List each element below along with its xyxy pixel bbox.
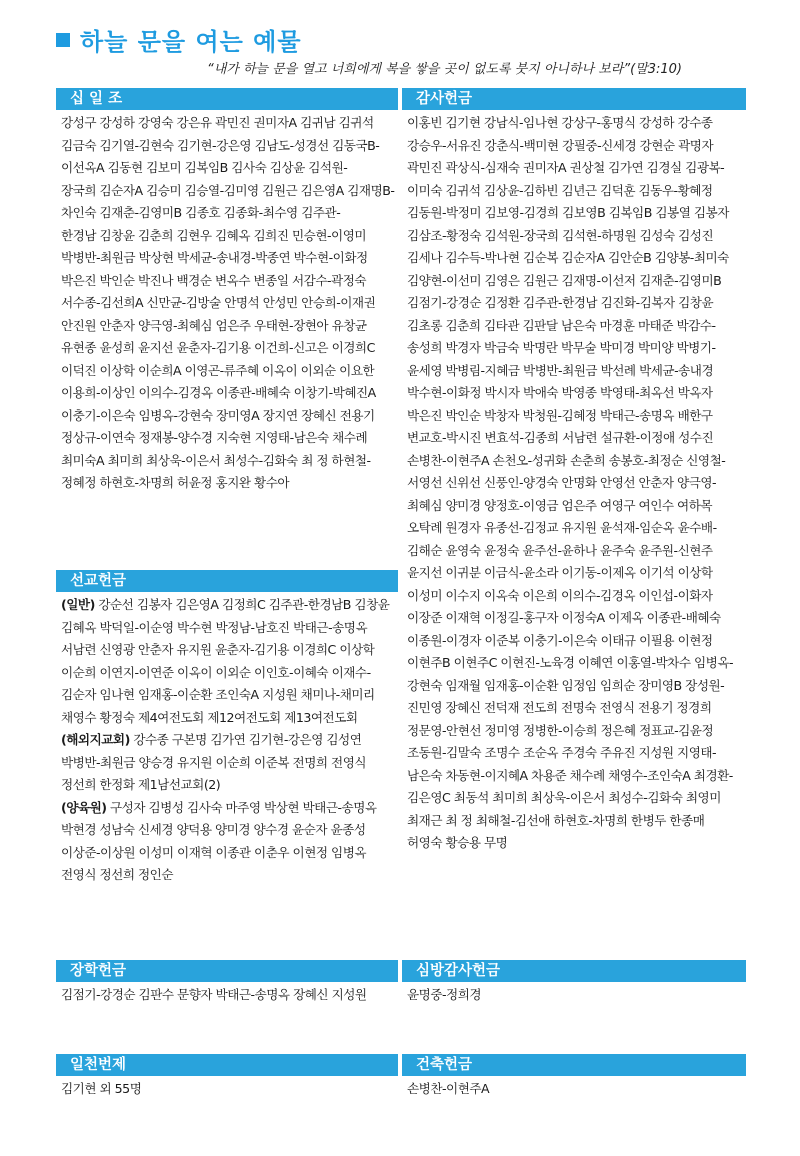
visitation-section bbox=[402, 960, 746, 1007]
list-line bbox=[61, 819, 398, 842]
list-line: 이선옥A 김동현 김보미 김복임B 김사숙 김상윤 김석원- bbox=[61, 160, 348, 175]
list-line: 김세나 김수득-박나현 김순복 김순자A 김안순B 김양봉-최미숙 bbox=[407, 250, 729, 265]
list-line: 서영선 신위선 신풍인-양경숙 안명화 안영선 안춘자 양극영- bbox=[407, 475, 717, 490]
list-line: 송성희 박경자 박금숙 박명란 박무술 박미경 박미양 박병기- bbox=[407, 340, 716, 355]
list-line-text: 강수종 구본명 김가연 김기현-강은영 김성연 bbox=[129, 732, 362, 747]
list-line: 윤명중-정희경 bbox=[407, 987, 482, 1002]
list-line: 정상규-이연숙 정재봉-양수경 지숙현 지영태-남은숙 채수례 bbox=[61, 430, 368, 445]
list-line bbox=[61, 842, 398, 865]
list-line: 이성미 이수지 이옥숙 이은희 이의수-김경옥 이인섭-이화자 bbox=[407, 587, 713, 603]
bible-verse: “내가 하늘 문을 열고 너희에게 복을 쌓을 곳이 없도록 붓지 아니하나 보라”(말3:10) bbox=[206, 62, 682, 77]
list-line: 최미숙A 최미희 최상욱-이은서 최성수-김화숙 최 정 하현철- bbox=[61, 452, 371, 468]
list-line-text: 서남련 신영광 안춘자 유지원 윤춘자-김기용 이경희C 이상학 bbox=[61, 642, 375, 657]
list-line: 김동원-박정미 김보영-김경희 김보영B 김복임B 김봉열 김봉자 bbox=[407, 205, 729, 220]
list-line: 유현종 윤성희 윤지선 윤춘자-김기용 이건희-신고은 이경희C bbox=[61, 340, 375, 355]
square-bullet-icon bbox=[56, 33, 70, 47]
list-line: 오탁례 원경자 유종선-김정교 유지원 윤석재-임순옥 윤수배- bbox=[407, 520, 717, 535]
list-line: 손병찬-이현주A bbox=[407, 1081, 490, 1096]
list-line: 이용희-이상인 이의수-김경옥 이종관-배혜숙 이창기-박혜진A bbox=[61, 385, 376, 400]
mission-category-label: (해외지교회) bbox=[61, 732, 130, 747]
list-line: 장국희 김순자A 김승미 김승열-김미영 김원근 김은영A 김재명B- bbox=[61, 182, 395, 198]
thanks-list bbox=[402, 112, 746, 855]
list-line: 박수현-이화정 박시자 박애숙 박영종 박영태-최옥선 박옥자 bbox=[407, 385, 713, 400]
scholarship-header: 장학헌금 bbox=[56, 960, 398, 982]
list-line-text: 정선희 한정화 제1남선교회(2) bbox=[61, 777, 221, 792]
list-line bbox=[61, 864, 398, 887]
list-line: 허영숙 황승용 무명 bbox=[407, 835, 508, 850]
building-section bbox=[402, 1054, 746, 1101]
list-line: 김점기-강경순 김정환 김주관-한경남 김진화-김복자 김창윤 bbox=[407, 295, 714, 310]
list-line: 안진원 안춘자 양극영-최혜심 엄은주 우태현-장현아 유창균 bbox=[61, 317, 367, 333]
tithe-header: 십 일 조 bbox=[56, 88, 398, 110]
list-line: 이충기-이은숙 임병옥-강현숙 장미영A 장지연 장혜신 전용기 bbox=[61, 407, 375, 423]
list-line: 이종원-이경자 이준복 이충기-이은숙 이태규 이필용 이현정 bbox=[407, 632, 713, 648]
page-title: 하늘 문을 여는 예물 bbox=[80, 28, 302, 56]
list-line bbox=[61, 594, 398, 617]
list-line: 최재근 최 정 최해철-김선애 하현호-차명희 한병두 한종매 bbox=[407, 812, 705, 828]
list-line: 정혜정 하현호-차명희 허윤정 홍지완 황수아 bbox=[61, 475, 290, 490]
list-line: 한경남 김창윤 김춘희 김현우 김혜옥 김희진 민승현-이영미 bbox=[61, 227, 367, 243]
list-line: 강현숙 임재월 임재홍-이순환 임정임 임희순 장미영B 장성원- bbox=[407, 677, 725, 693]
list-line bbox=[61, 729, 398, 752]
list-line: 이홍빈 김기현 강남식-임나현 강상구-홍명식 강성하 강수종 bbox=[407, 115, 713, 130]
list-line-text: 강순선 김봉자 김은영A 김정희C 김주관-한경남B 김창윤 bbox=[94, 597, 390, 612]
list-line bbox=[61, 662, 398, 685]
tithe-section bbox=[56, 88, 398, 495]
thanks-section bbox=[402, 88, 746, 855]
building-header: 건축헌금 bbox=[402, 1054, 746, 1076]
mission-category-label: (양육원) bbox=[61, 799, 107, 815]
list-line: 이현주B 이현주C 이현진-노육경 이혜연 이홍열-박차수 임병옥- bbox=[407, 655, 734, 670]
mission-section bbox=[56, 570, 398, 887]
list-line: 김삼조-황정숙 김석원-장국희 김석현-하명원 김성숙 김성진 bbox=[407, 227, 714, 243]
one-thousand-header: 일천번제 bbox=[56, 1054, 398, 1076]
list-line bbox=[61, 617, 398, 640]
list-line: 변교호-박시진 변효석-김종희 서남련 설규환-이정애 성수진 bbox=[407, 430, 714, 445]
list-line: 차인숙 김재춘-김영미B 김종호 김종화-최수영 김주관- bbox=[61, 205, 341, 220]
list-line: 남은숙 차동현-이지혜A 차용준 채수례 채영수-조인숙A 최경환- bbox=[407, 767, 733, 783]
list-line: 김은영C 최동석 최미희 최상욱-이은서 최성수-김화숙 최영미 bbox=[407, 790, 721, 805]
list-line bbox=[61, 797, 398, 820]
list-line: 김기현 외 55명 bbox=[61, 1081, 142, 1096]
one-thousand-section bbox=[56, 1054, 398, 1101]
list-line-text: 구성자 김병성 김사숙 마주영 박상현 박태근-송명옥 bbox=[106, 799, 377, 815]
list-line-text: 채영수 황정숙 제4여전도회 제12여전도회 제13여전도회 bbox=[61, 709, 358, 725]
list-line-text: 김혜옥 박덕일-이순영 박수현 박정남-남호진 박태근-송명옥 bbox=[61, 619, 368, 635]
list-line bbox=[61, 774, 398, 797]
list-line: 강성구 강성하 강영숙 강은유 곽민진 권미자A 김귀남 김귀석 bbox=[61, 115, 374, 130]
scholarship-list bbox=[56, 984, 398, 1007]
list-line-text: 이순희 이연지-이연준 이옥이 이외순 이인호-이혜숙 이재수- bbox=[61, 664, 371, 680]
list-line: 김초롱 김춘희 김타관 김판달 남은숙 마경훈 마태준 박감수- bbox=[407, 317, 716, 333]
list-line: 손병찬-이현주A 손천오-성귀화 손춘희 송봉호-최정순 신영철- bbox=[407, 452, 726, 468]
scholarship-section bbox=[56, 960, 398, 1007]
list-line-text: 전영식 정선희 정인순 bbox=[61, 867, 173, 882]
list-line: 최혜심 양미경 양정호-이영금 엄은주 여영구 여인수 여하목 bbox=[407, 497, 713, 513]
visitation-list bbox=[402, 984, 746, 1007]
mission-header: 선교헌금 bbox=[56, 570, 398, 592]
one-thousand-list bbox=[56, 1078, 398, 1101]
list-line-text: 김순자 임나현 임재홍-이순환 조인숙A 지성원 채미나-채미리 bbox=[61, 687, 375, 702]
list-line: 윤지선 이귀분 이금식-윤소라 이기동-이제옥 이기석 이상학 bbox=[407, 565, 713, 580]
list-line: 이덕진 이상학 이순희A 이영곤-류주혜 이옥이 이외순 이요한 bbox=[61, 362, 375, 378]
list-line: 김양현-이선미 김영은 김원근 김재명-이선저 김재춘-김영미B bbox=[407, 272, 722, 288]
list-line-text: 박병반-최원금 양승경 유지원 이순희 이준복 전명희 전영식 bbox=[61, 754, 367, 770]
mission-category-label: (일반) bbox=[61, 597, 95, 612]
tithe-list bbox=[56, 112, 398, 495]
list-line: 박은진 박인순 박진나 백경순 변옥수 변종일 서감수-곽정숙 bbox=[61, 272, 367, 288]
list-line bbox=[61, 684, 398, 707]
list-line: 김해순 윤영숙 윤정숙 윤주선-윤하나 윤주숙 윤주원-신현주 bbox=[407, 542, 713, 558]
list-line: 곽민진 곽상식-심재숙 권미자A 권상철 김가연 김경실 김광복- bbox=[407, 160, 725, 175]
list-line: 이장준 이재혁 이정길-홍구자 이정숙A 이제옥 이종관-배혜숙 bbox=[407, 610, 721, 625]
list-line: 박병반-최원금 박상현 박세균-송내경-박종연 박수현-이화정 bbox=[61, 250, 368, 265]
list-line: 진민영 장혜신 전덕재 전도희 전명숙 전영식 전용기 정경희 bbox=[407, 700, 712, 715]
thanks-header: 감사헌금 bbox=[402, 88, 746, 110]
list-line: 강승우-서유진 강춘식-백미현 강필중-신세경 강현순 곽명자 bbox=[407, 137, 714, 153]
list-line bbox=[61, 639, 398, 662]
list-line-text: 이상준-이상원 이성미 이재혁 이종관 이춘우 이현정 임병옥 bbox=[61, 844, 367, 860]
list-line-text: 박현경 성남숙 신세경 양덕용 양미경 양수경 윤순자 윤종성 bbox=[61, 822, 366, 837]
building-list bbox=[402, 1078, 746, 1101]
list-line: 박은진 박인순 박창자 박청원-김혜정 박태근-송명옥 배한구 bbox=[407, 407, 713, 423]
visitation-header: 심방감사헌금 bbox=[402, 960, 746, 982]
list-line: 이미숙 김귀석 김상윤-김하빈 김년근 김덕훈 김동우-황혜정 bbox=[407, 182, 713, 198]
list-line: 조동원-김말숙 조명수 조순옥 주경숙 주유진 지성원 지영태- bbox=[407, 745, 717, 760]
page-header bbox=[56, 22, 302, 57]
list-line bbox=[61, 752, 398, 775]
list-line: 윤세영 박병림-지혜금 박병반-최원금 박선례 박세균-송내경 bbox=[407, 362, 714, 378]
list-line: 김점기-강경순 김판수 문향자 박태근-송명옥 장혜신 지성원 bbox=[61, 987, 367, 1002]
list-line: 김금숙 김기열-김현숙 김기현-강은영 김남도-성경선 김동국B- bbox=[61, 137, 380, 153]
list-line: 서수종-김선희A 신만균-김방술 안명석 안성민 안승희-이재권 bbox=[61, 295, 376, 310]
mission-list bbox=[56, 594, 398, 887]
list-line bbox=[61, 707, 398, 730]
list-line: 정문영-안현선 정미영 정병한-이승희 정은혜 정표교-김윤정 bbox=[407, 722, 714, 738]
